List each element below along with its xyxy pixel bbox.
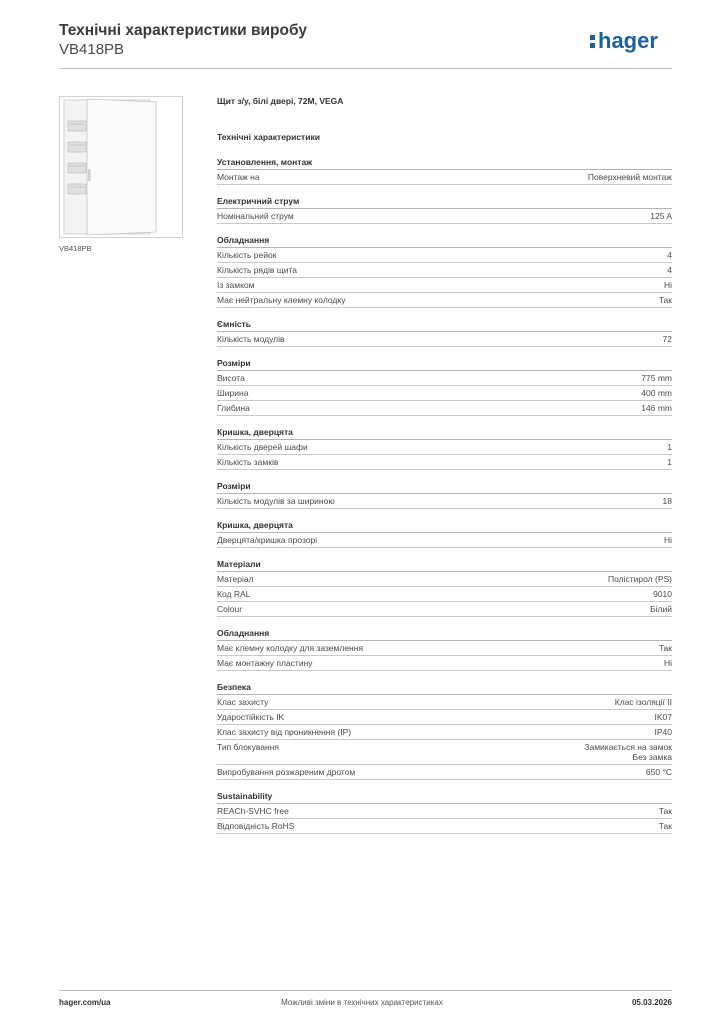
spec-row	[217, 587, 672, 602]
section-heading: Кришка, дверцята	[217, 520, 672, 533]
spec-section	[217, 520, 672, 548]
spec-value: 4	[667, 265, 672, 275]
spec-section	[217, 358, 672, 416]
spec-value: 9010	[653, 589, 672, 599]
section-heading: Матеріали	[217, 559, 672, 572]
spec-label: Кількість рейок	[217, 250, 277, 260]
spec-value: 125 A	[650, 211, 672, 221]
spec-value: Ні	[663, 658, 672, 668]
spec-value: 650 °C	[645, 767, 672, 777]
spec-value: 1	[667, 457, 672, 467]
spec-row	[217, 641, 672, 656]
spec-row	[217, 819, 672, 834]
spec-label: Клас захисту	[217, 697, 269, 707]
spec-value: Так	[658, 806, 672, 816]
spec-row	[217, 278, 672, 293]
spec-value: 1	[667, 442, 672, 452]
spec-label: Кількість замків	[217, 457, 279, 467]
spec-row	[217, 440, 672, 455]
spec-row	[217, 740, 672, 765]
spec-label: Ширина	[217, 388, 249, 398]
spec-value: 18	[662, 496, 672, 506]
section-heading: Розміри	[217, 358, 672, 371]
spec-value: Так	[658, 821, 672, 831]
section-heading: Електричний струм	[217, 196, 672, 209]
spec-row	[217, 263, 672, 278]
section-heading: Установлення, монтаж	[217, 157, 672, 170]
spec-row	[217, 725, 672, 740]
spec-section	[217, 427, 672, 470]
spec-row	[217, 602, 672, 617]
spec-row	[217, 695, 672, 710]
spec-row	[217, 170, 672, 185]
spec-sections	[217, 157, 672, 834]
spec-label: Відповідність RoHS	[217, 821, 295, 831]
spec-value: Так	[658, 643, 672, 653]
header-divider	[59, 68, 672, 69]
footer-divider	[59, 990, 672, 991]
spec-label: Монтаж на	[217, 172, 260, 182]
spec-row	[217, 401, 672, 416]
spec-row	[217, 572, 672, 587]
spec-label: Кількість модулів	[217, 334, 285, 344]
spec-label: Висота	[217, 373, 245, 383]
spec-label: Має нейтральну клемну колодку	[217, 295, 346, 305]
spec-label: Із замком	[217, 280, 255, 290]
section-heading: Обладнання	[217, 235, 672, 248]
spec-section	[217, 319, 672, 347]
logo-text: hager	[598, 28, 658, 53]
spec-value: Ні	[663, 535, 672, 545]
spec-section	[217, 157, 672, 185]
spec-row	[217, 533, 672, 548]
section-heading: Кришка, дверцята	[217, 427, 672, 440]
spec-row	[217, 656, 672, 671]
footer-disclaimer: Можливі зміни в технічних характеристиках	[281, 998, 443, 1007]
spec-row	[217, 386, 672, 401]
product-image	[59, 96, 183, 238]
spec-label: Дверцята/кришка прозорі	[217, 535, 318, 545]
page-title: Технічні характеристики виробу	[59, 22, 307, 39]
footer-website: hager.com/ua	[59, 998, 111, 1007]
spec-value: Білий	[650, 604, 672, 614]
spec-section	[217, 196, 672, 224]
spec-section	[217, 682, 672, 780]
spec-row	[217, 248, 672, 263]
section-heading: Ємність	[217, 319, 672, 332]
spec-value: 775 mm	[641, 373, 672, 383]
spec-value: Клас ізоляції II	[614, 697, 672, 707]
spec-value: 4	[667, 250, 672, 260]
specs-heading: Технічні характеристики	[217, 132, 320, 142]
section-heading: Обладнання	[217, 628, 672, 641]
spec-label: Тип блокування	[217, 742, 280, 752]
spec-value: Так	[658, 295, 672, 305]
spec-label: Матеріал	[217, 574, 254, 584]
spec-value: Замикається на замок Без замка	[584, 742, 672, 762]
spec-label: Має монтажну пластину	[217, 658, 313, 668]
product-code: VB418PB	[59, 41, 125, 58]
spec-value: IK07	[654, 712, 672, 722]
spec-label: Ударостійкість IK	[217, 712, 285, 722]
spec-value: Ні	[663, 280, 672, 290]
spec-row	[217, 765, 672, 780]
spec-label: Кількість дверей шафи	[217, 442, 308, 452]
spec-value: 400 mm	[641, 388, 672, 398]
spec-value: IP40	[654, 727, 672, 737]
spec-row	[217, 455, 672, 470]
image-caption: VB418PB	[59, 244, 92, 253]
spec-label: Випробування розжареним дротом	[217, 767, 356, 777]
spec-label: Глибина	[217, 403, 250, 413]
product-name: Щит з/у, білі двері, 72M, VEGA	[217, 96, 344, 106]
spec-sheet	[217, 96, 672, 845]
spec-label: Кількість модулів за шириною	[217, 496, 335, 506]
section-heading: Sustainability	[217, 791, 672, 804]
spec-section	[217, 235, 672, 308]
spec-value: Полістирол (PS)	[608, 574, 672, 584]
spec-row	[217, 332, 672, 347]
spec-section	[217, 481, 672, 509]
spec-row	[217, 293, 672, 308]
spec-row	[217, 710, 672, 725]
spec-label: REACh-SVHC free	[217, 806, 289, 816]
spec-label: Номінальний струм	[217, 211, 294, 221]
spec-label: Кількість рядів щита	[217, 265, 297, 275]
spec-row	[217, 494, 672, 509]
hager-logo	[588, 26, 672, 58]
spec-value: 72	[662, 334, 672, 344]
spec-value: 146 mm	[641, 403, 672, 413]
spec-section	[217, 559, 672, 617]
section-heading: Безпека	[217, 682, 672, 695]
spec-value: Поверхневий монтаж	[587, 172, 672, 182]
spec-row	[217, 371, 672, 386]
spec-label: Код RAL	[217, 589, 251, 599]
spec-section	[217, 791, 672, 834]
spec-label: Colour	[217, 604, 243, 614]
section-heading: Розміри	[217, 481, 672, 494]
spec-label: Має клемну колодку для заземлення	[217, 643, 364, 653]
spec-row	[217, 804, 672, 819]
spec-row	[217, 209, 672, 224]
spec-section	[217, 628, 672, 671]
footer-date: 05.03.2026	[631, 998, 672, 1007]
spec-label: Клас захисту від проникнення (IP)	[217, 727, 352, 737]
